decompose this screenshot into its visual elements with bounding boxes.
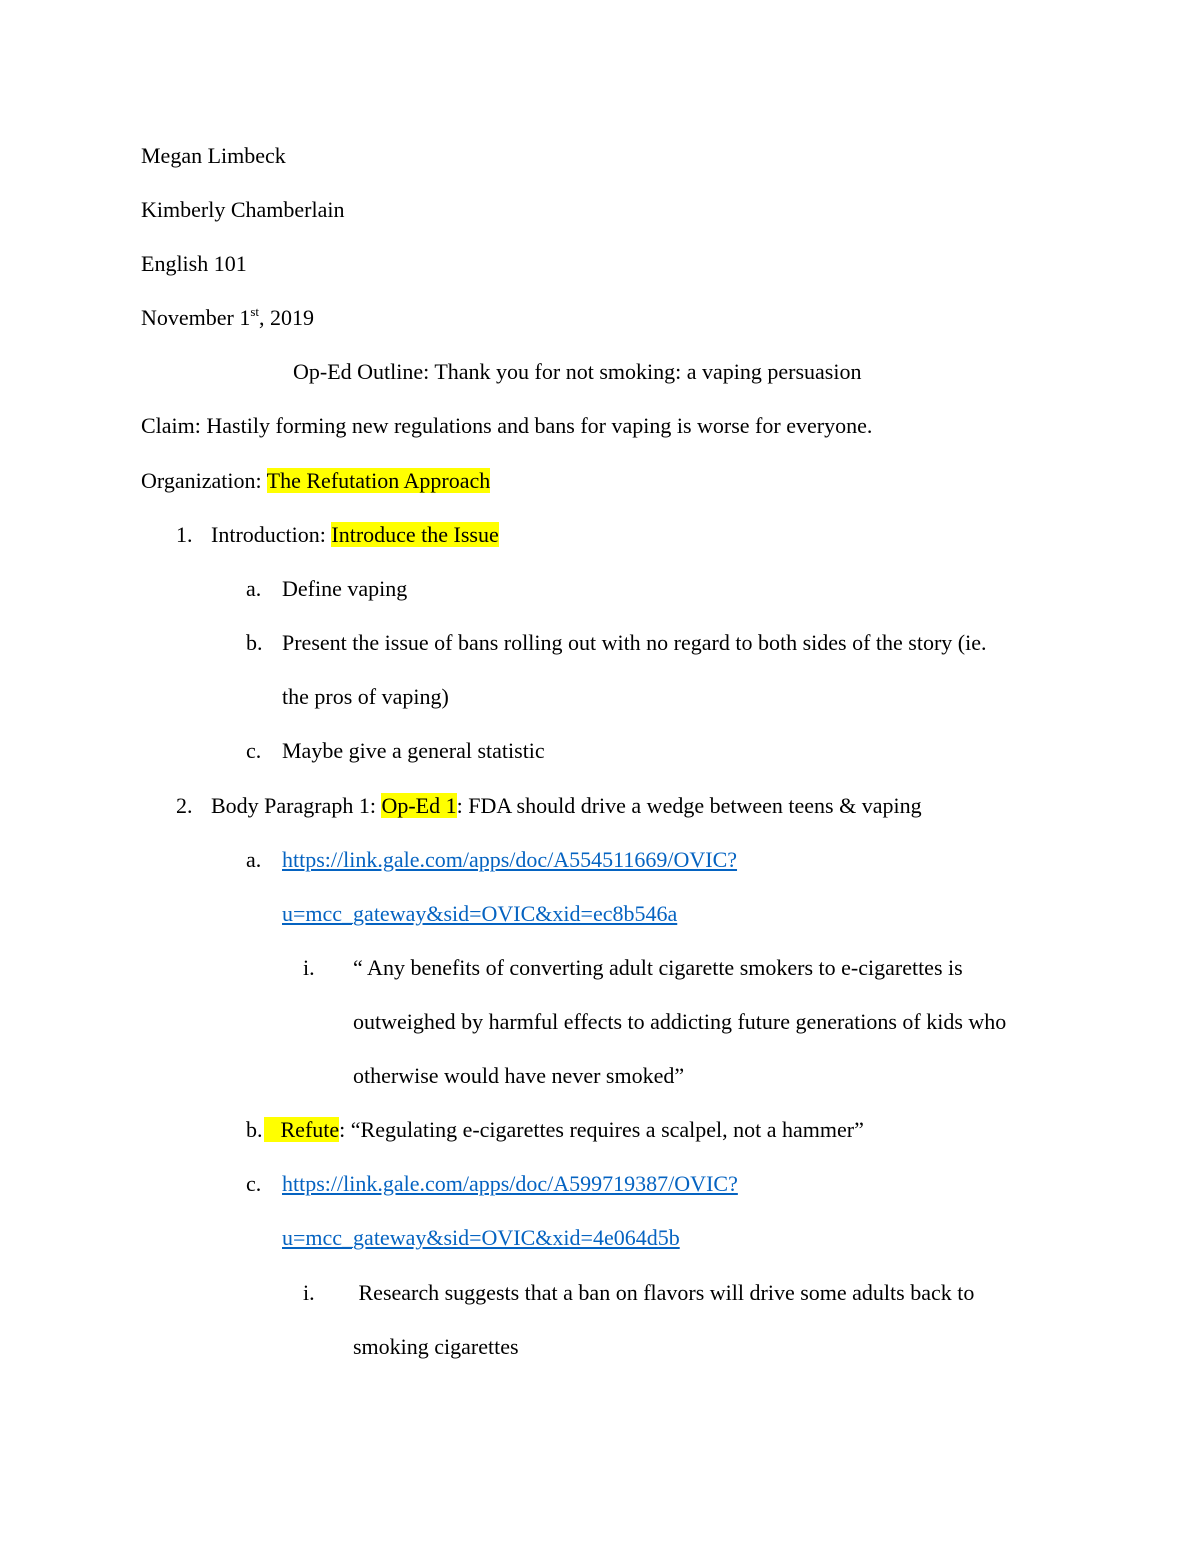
date-suffix: st (250, 304, 260, 319)
intro-c-text: Maybe give a general statistic (282, 738, 545, 763)
body1-a-i-quote-line2: outweighed by harmful effects to addicting future generations of kids who (353, 1009, 1007, 1034)
intro-a-text: Define vaping (282, 576, 408, 601)
intro-c-marker: c. (246, 738, 262, 763)
body1-b-line (264, 1117, 864, 1143)
intro-b-marker: b. (246, 630, 263, 655)
date-month-day: November 1 (141, 305, 251, 330)
body1-a-i-marker: i. (303, 955, 315, 980)
body1-c-i-text-line2: smoking cigarettes (353, 1334, 519, 1359)
refute-text: : “Regulating e-cigarettes requires a scalpel, not a hammer” (339, 1117, 864, 1142)
body1-c-link-line2[interactable]: u=mcc_gateway&sid=OVIC&xid=4e064d5b (282, 1225, 680, 1250)
body1-heading (211, 793, 922, 819)
intro-b-text-line2: the pros of vaping) (282, 684, 449, 709)
author-name: Megan Limbeck (141, 143, 286, 168)
intro-a-marker: a. (246, 576, 262, 601)
body1-b-marker: b. (246, 1117, 263, 1142)
intro-b-text-line1: Present the issue of bans rolling out with no regard to both sides of the story (ie. (282, 630, 987, 655)
intro-heading (211, 522, 499, 548)
organization-label: Organization: (141, 468, 267, 493)
instructor-name: Kimberly Chamberlain (141, 197, 345, 222)
claim-line: Claim: Hastily forming new regulations and bans for vaping is worse for everyone. (141, 413, 873, 438)
refute-highlight: Refute (264, 1117, 340, 1142)
body1-a-link-line2[interactable]: u=mcc_gateway&sid=OVIC&xid=ec8b546a (282, 901, 678, 926)
body1-c-i-text-line1: Research suggests that a ban on flavors will drive some adults back to (353, 1280, 975, 1305)
date-line (141, 305, 314, 331)
intro-label: Introduction: (211, 522, 332, 547)
organization-value-highlight: The Refutation Approach (266, 468, 491, 493)
body1-a-i-quote-line3: otherwise would have never smoked” (353, 1063, 685, 1088)
body1-label: Body Paragraph 1: (211, 793, 382, 818)
body1-c-marker: c. (246, 1171, 262, 1196)
body1-a-i-quote-line1: “ Any benefits of converting adult cigarette smokers to e-cigarettes is (353, 955, 963, 980)
body1-a-marker: a. (246, 847, 262, 872)
organization-line (141, 468, 490, 494)
body1-highlight: Op-Ed 1 (381, 793, 457, 818)
course-name: English 101 (141, 251, 247, 276)
body1-c-i-marker: i. (303, 1280, 315, 1305)
body1-number: 2. (176, 793, 193, 818)
page-title: Op-Ed Outline: Thank you for not smoking: a vaping persuasion (293, 359, 862, 384)
intro-highlight: Introduce the Issue (331, 522, 499, 547)
body1-a-link-line1[interactable]: https://link.gale.com/apps/doc/A554511669/OVIC? (282, 847, 738, 872)
body1-rest: : FDA should drive a wedge between teens & vaping (456, 793, 922, 818)
intro-number: 1. (176, 522, 193, 547)
body1-c-link-line1[interactable]: https://link.gale.com/apps/doc/A599719387/OVIC? (282, 1171, 738, 1196)
date-year: , 2019 (259, 305, 315, 330)
